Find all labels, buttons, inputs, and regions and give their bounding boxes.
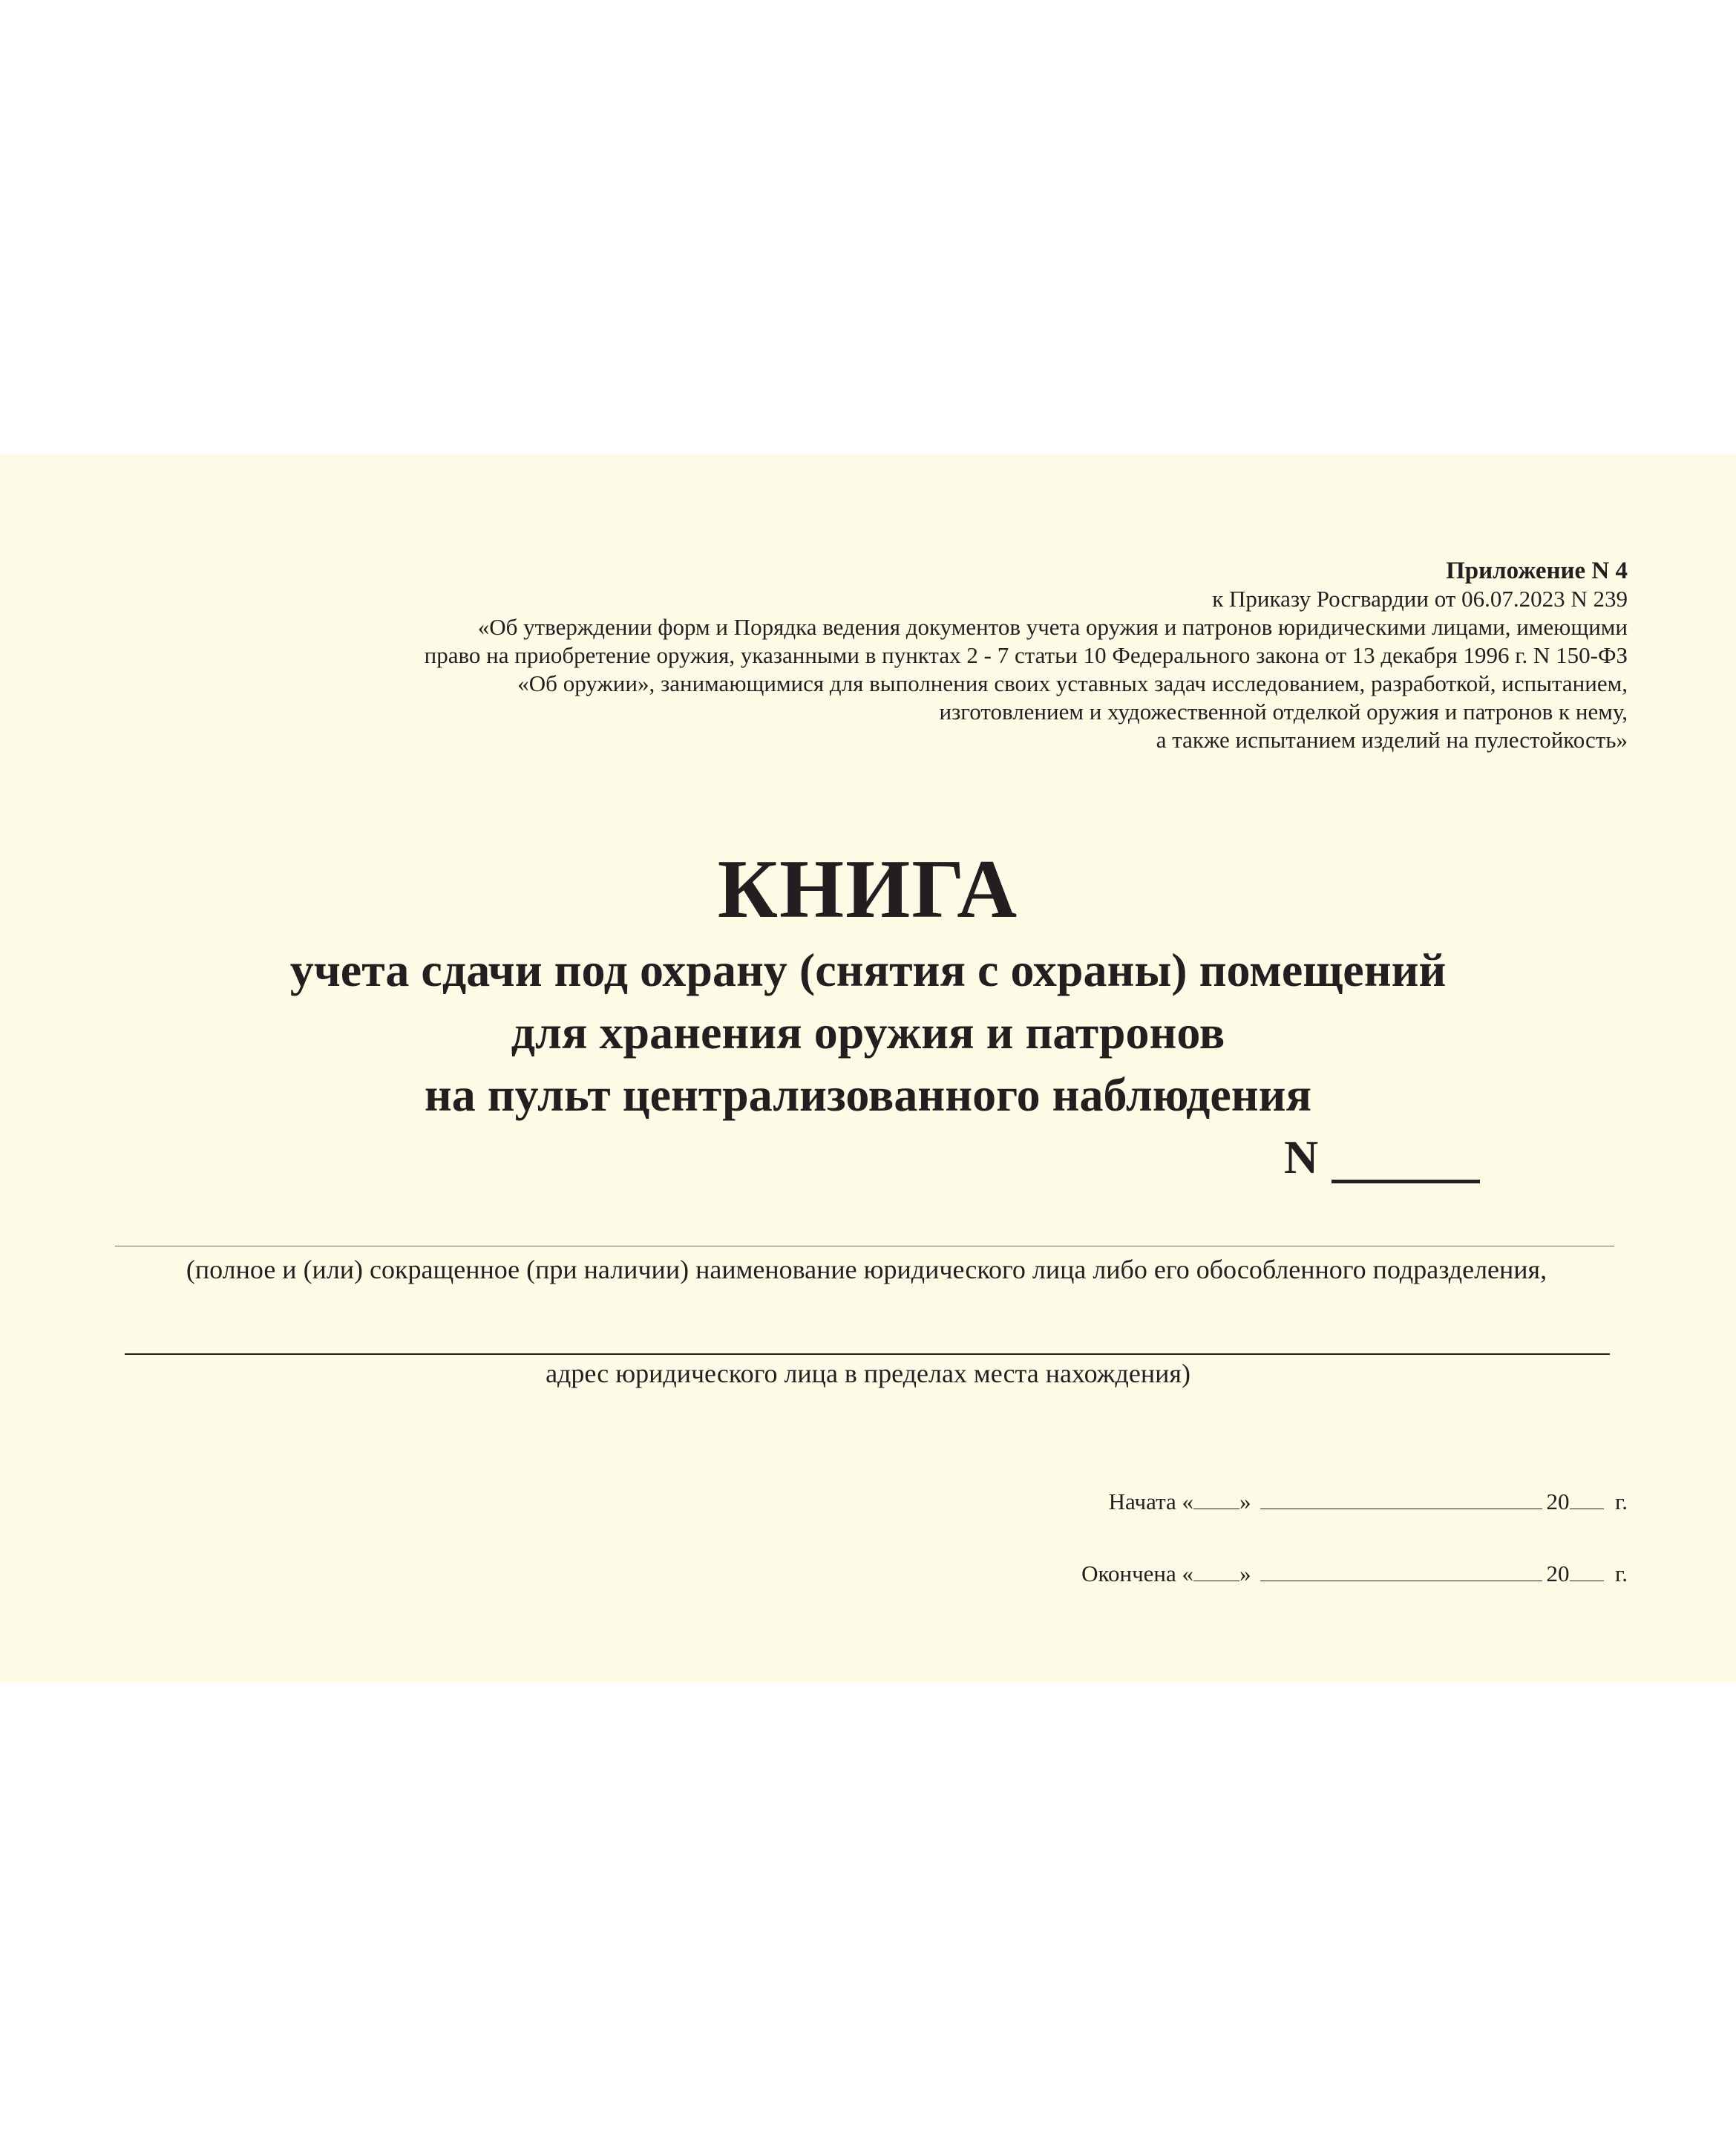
year-suffix: г. — [1615, 1560, 1628, 1586]
appendix-title: Приложение N 4 — [1446, 558, 1628, 584]
date-started-row — [1109, 1486, 1628, 1517]
org-name-caption: (полное и (или) сокращенное (при наличии) наименование юридического лица либо его обособленного подразделения, — [186, 1255, 1547, 1284]
book-subtitle-line: на пульт централизованного наблюдения — [424, 1068, 1312, 1121]
book-cover — [0, 454, 1736, 1683]
date-ended-row — [1081, 1558, 1628, 1589]
date-ended-month-field[interactable] — [1260, 1558, 1542, 1581]
appendix-line: а также испытанием изделий на пулестойкость» — [1156, 727, 1628, 753]
org-address-line[interactable] — [125, 1353, 1610, 1355]
date-ended-day-field[interactable] — [1193, 1558, 1239, 1581]
appendix-block — [217, 557, 1628, 754]
book-number-field[interactable] — [1332, 1138, 1480, 1183]
book-subtitle-line: для хранения оружия и патронов — [511, 1006, 1225, 1059]
year-suffix: г. — [1615, 1488, 1628, 1514]
date-ended-label: Окончена « — [1081, 1560, 1194, 1586]
date-started-month-field[interactable] — [1260, 1486, 1542, 1509]
book-subtitle-line: учета сдачи под охрану (снятия с охраны) помещений — [289, 944, 1447, 996]
year-prefix: 20 — [1546, 1488, 1570, 1514]
appendix-line: изготовлением и художественной отделкой оружия и патронов к нему, — [939, 699, 1628, 725]
appendix-line: «Об утверждении форм и Порядка ведения документов учета оружия и патронов юридическими лицами, имеющими — [477, 614, 1628, 640]
appendix-line: к Приказу Росгвардии от 06.07.2023 N 239 — [1212, 586, 1628, 612]
book-title: КНИГА — [717, 843, 1019, 935]
date-started-label: Начата « — [1108, 1488, 1194, 1514]
appendix-line: право на приобретение оружия, указанными в пунктах 2 - 7 статьи 10 Федерального закона от 13 декабря 1996 г. N 150-ФЗ — [424, 642, 1628, 668]
date-started-year-field[interactable] — [1570, 1486, 1604, 1509]
date-started-day-field[interactable] — [1193, 1486, 1239, 1509]
date-ended-year-field[interactable] — [1570, 1558, 1604, 1581]
quote-close: » — [1239, 1488, 1251, 1514]
book-number-label: N — [1284, 1131, 1319, 1183]
book-number — [1284, 1131, 1480, 1183]
appendix-line: «Об оружии», занимающимися для выполнения своих уставных задач исследованием, разработкой, испытанием, — [517, 670, 1628, 696]
quote-close: » — [1239, 1560, 1251, 1586]
org-address-caption: адрес юридического лица в пределах места нахождения) — [546, 1359, 1190, 1388]
year-prefix: 20 — [1546, 1560, 1570, 1586]
